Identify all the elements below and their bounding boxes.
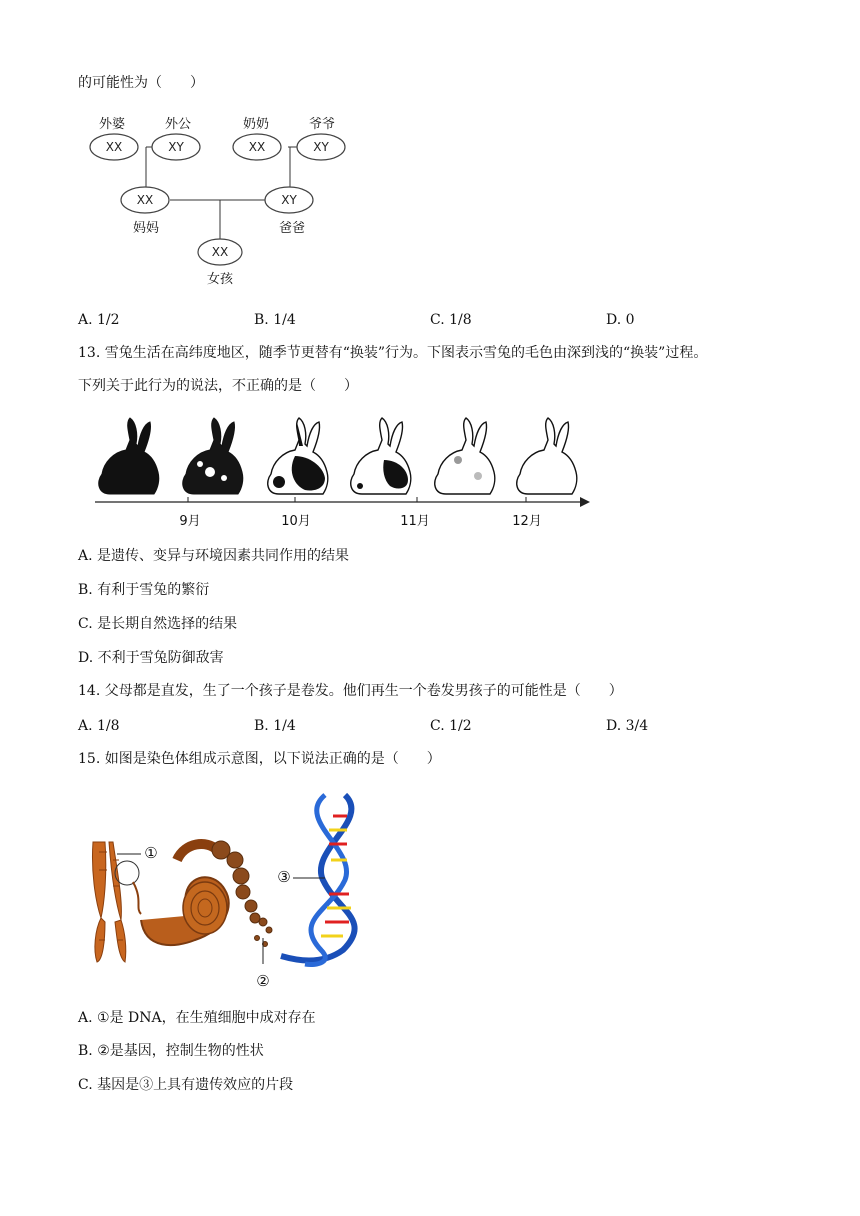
q13-option-d[interactable]: D. 不利于雪兔防御敌害 — [78, 650, 224, 666]
waipo-label: 外婆 — [98, 117, 126, 132]
q13-option-c[interactable]: C. 是长期自然选择的结果 — [78, 616, 238, 632]
chromosome-icon — [92, 842, 125, 962]
hare-2-icon — [183, 418, 243, 494]
axis-arrow-icon — [580, 497, 590, 507]
mama-genotype: XX — [136, 193, 154, 207]
nvhai-genotype: XX — [211, 245, 229, 259]
yeye-label: 爷爷 — [308, 117, 336, 132]
waigong-label: 外公 — [164, 117, 192, 132]
q15-option-a[interactable]: A. ①是 DNA，在生殖细胞中成对存在 — [78, 1010, 316, 1026]
hare-3-icon — [268, 418, 328, 494]
month-label: 11月 — [400, 514, 430, 529]
mama-label: 妈妈 — [132, 221, 160, 236]
nainai-genotype: XX — [248, 140, 266, 154]
hare-1-icon — [99, 418, 159, 494]
yeye-genotype: XY — [313, 140, 329, 154]
q15-option-b[interactable]: B. ②是基因，控制生物的性状 — [78, 1043, 264, 1059]
pedigree-diagram — [80, 108, 360, 293]
baba-label: 爸爸 — [278, 221, 306, 236]
month-label: 9月 — [179, 514, 201, 529]
month-label: 10月 — [281, 514, 311, 529]
baba-genotype: XY — [281, 193, 297, 207]
q14-stem: 14. 父母都是直发，生了一个孩子是卷发。他们再生一个卷发男孩子的可能性是（ ） — [78, 683, 623, 699]
q13-option-b[interactable]: B. 有利于雪兔的繁衍 — [78, 582, 210, 598]
q14-option-c[interactable]: C. 1/2 — [430, 718, 472, 734]
month-label: 12月 — [512, 514, 542, 529]
q12-stem-tail: 的可能性为（ ） — [78, 75, 204, 91]
hare-molt-figure — [90, 410, 600, 535]
marker-3: ③ — [277, 868, 291, 886]
nainai-label: 奶奶 — [242, 117, 270, 132]
q12-option-d[interactable]: D. 0 — [606, 312, 635, 328]
waigong-genotype: XY — [168, 140, 184, 154]
q14-option-b[interactable]: B. 1/4 — [254, 718, 296, 734]
q13-stem-line1: 13. 雪兔生活在高纬度地区，随季节更替有“换装”行为。下图表示雪兔的毛色由深到浅的“换装”过程。 — [78, 345, 708, 361]
q12-option-b[interactable]: B. 1/4 — [254, 312, 296, 328]
q12-option-c[interactable]: C. 1/8 — [430, 312, 472, 328]
q13-stem-line2: 下列关于此行为的说法，不正确的是（ ） — [78, 378, 358, 394]
hare-6-icon — [517, 418, 577, 494]
marker-1: ① — [144, 844, 158, 862]
dna-helix-icon — [281, 795, 355, 964]
chromosome-diagram — [85, 790, 375, 1000]
q14-option-d[interactable]: D. 3/4 — [606, 718, 649, 734]
marker-2: ② — [256, 972, 270, 990]
q12-option-a[interactable]: A. 1/2 — [78, 312, 120, 328]
q14-option-a[interactable]: A. 1/8 — [78, 718, 120, 734]
q13-option-a[interactable]: A. 是遗传、变异与环境因素共同作用的结果 — [78, 548, 350, 564]
hare-5-icon — [435, 418, 495, 494]
q15-option-c[interactable]: C. 基因是③上具有遗传效应的片段 — [78, 1077, 294, 1093]
nvhai-label: 女孩 — [206, 272, 234, 287]
waipo-genotype: XX — [105, 140, 123, 154]
q15-stem: 15. 如图是染色体组成示意图，以下说法正确的是（ ） — [78, 751, 441, 767]
hare-4-icon — [351, 418, 411, 494]
